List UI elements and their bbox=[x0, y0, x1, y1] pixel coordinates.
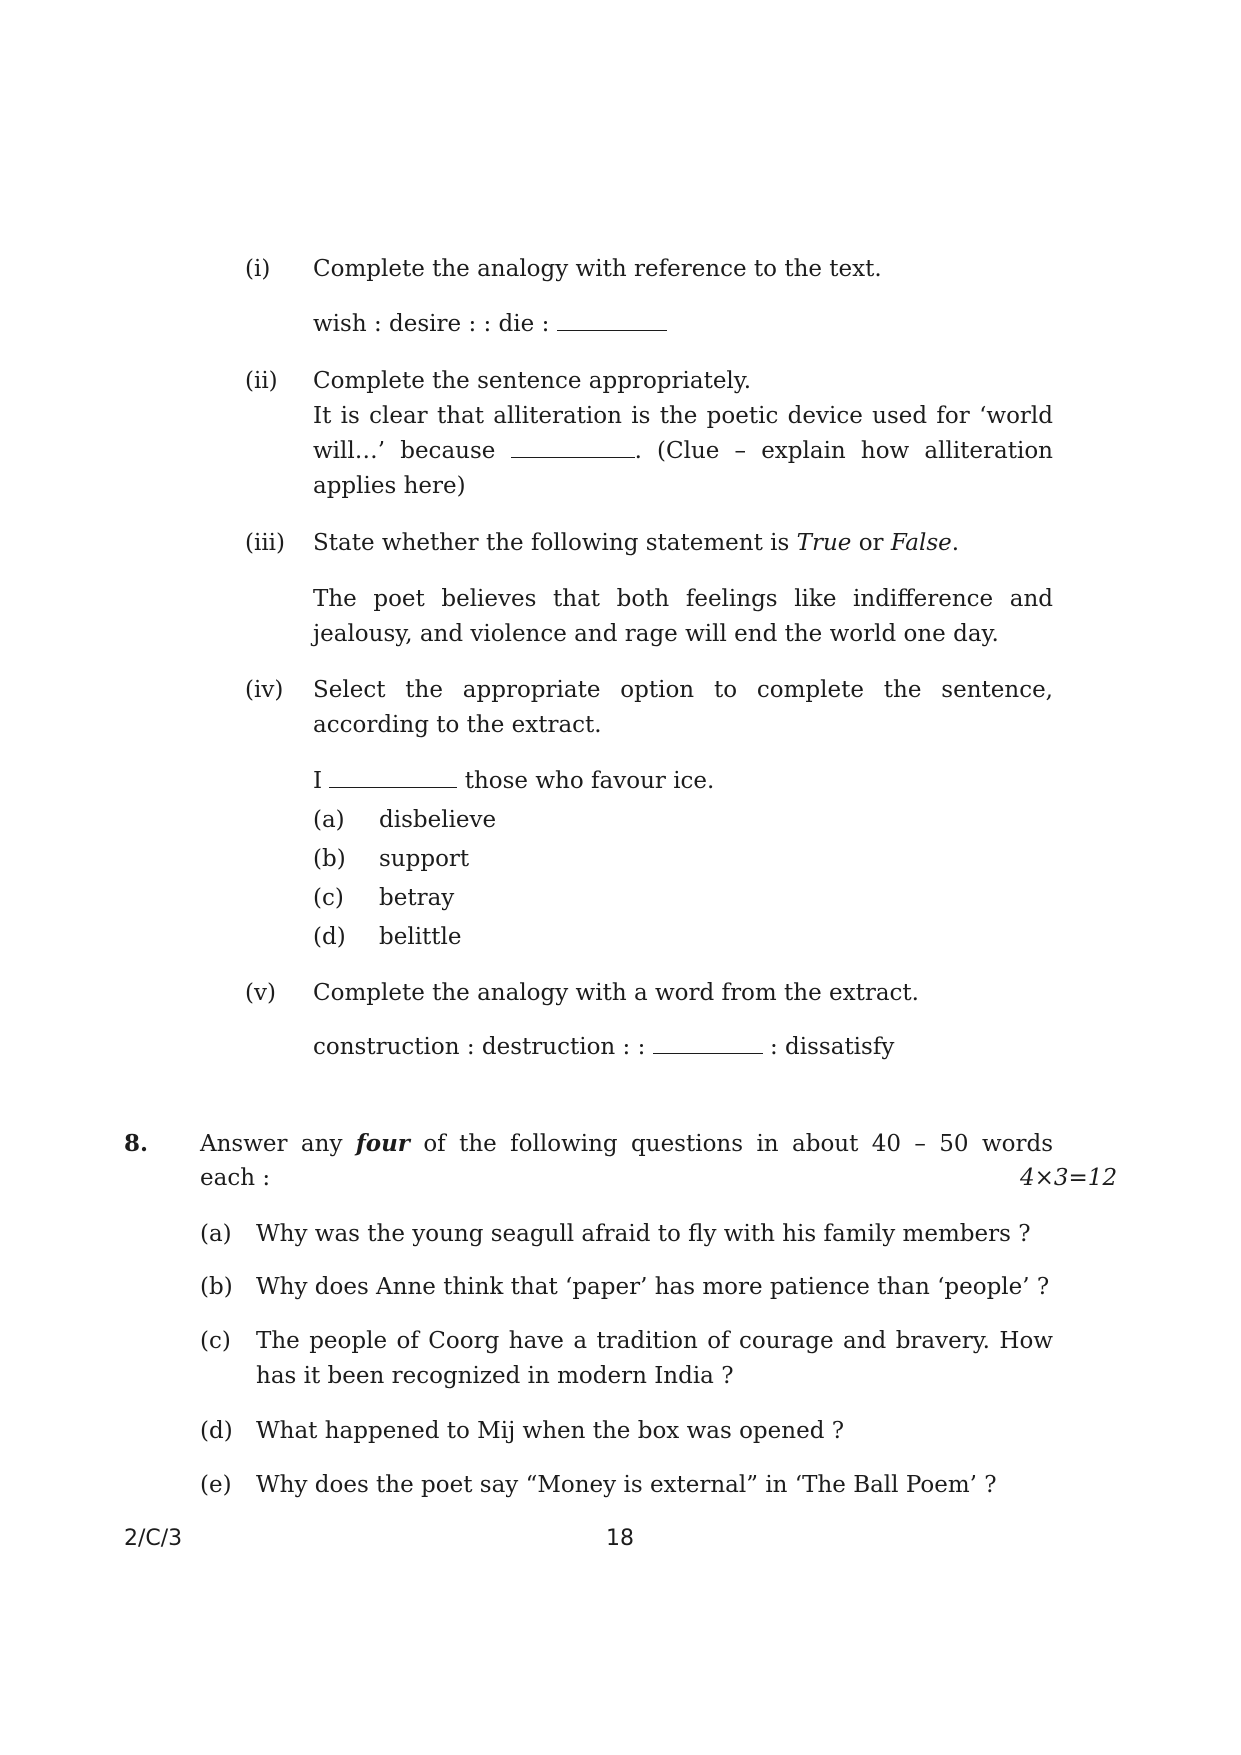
item-v-analogy bbox=[313, 1030, 894, 1065]
marks-allocation: 4×3=12 bbox=[1020, 1165, 1118, 1191]
item-number-iv: (iv) bbox=[245, 677, 284, 703]
item-ii-line4: applies here) bbox=[313, 473, 466, 499]
question-text: What happened to Mij when the box was opened ? bbox=[256, 1418, 845, 1444]
paper-code: 2/C/3 bbox=[124, 1526, 183, 1551]
question-label: (e) bbox=[200, 1472, 232, 1498]
period: . bbox=[951, 530, 960, 556]
item-number-iii: (iii) bbox=[245, 530, 286, 556]
analogy-prefix: wish : desire : : die : bbox=[313, 311, 550, 337]
question-label: (d) bbox=[200, 1418, 233, 1444]
item-ii-line3 bbox=[313, 434, 1053, 469]
answer-blank bbox=[329, 767, 457, 788]
option-label: (a) bbox=[313, 807, 345, 833]
item-number-ii: (ii) bbox=[245, 368, 278, 394]
option-text: belittle bbox=[379, 924, 462, 950]
q8-intro-line1 bbox=[200, 1126, 1053, 1162]
page-number: 18 bbox=[606, 1526, 634, 1551]
line3-part-b: . (Clue – explain how alliteration bbox=[634, 438, 1054, 464]
sentence-end: those who favour ice. bbox=[464, 768, 715, 794]
false-word: False bbox=[890, 530, 952, 556]
q8-intro-line2: each : bbox=[200, 1165, 271, 1191]
sentence-start: I bbox=[313, 768, 323, 794]
answer-blank bbox=[653, 1033, 763, 1054]
item-iv-instruction-line1: Select the appropriate option to complete the sentence, bbox=[313, 677, 1053, 703]
or-word: or bbox=[858, 530, 884, 556]
option-text: betray bbox=[379, 885, 455, 911]
intro-end: of the following questions in about 40 – 50 words bbox=[423, 1131, 1054, 1157]
question-text: The people of Coorg have a tradition of courage and bravery. How bbox=[256, 1328, 1053, 1354]
item-number-v: (v) bbox=[245, 980, 276, 1006]
option-text: disbelieve bbox=[379, 807, 497, 833]
question-text: Why does Anne think that ‘paper’ has more patience than ‘people’ ? bbox=[256, 1274, 1050, 1300]
instruction-text: State whether the following statement is bbox=[313, 530, 790, 556]
question-label: (c) bbox=[200, 1328, 231, 1354]
intro-start: Answer any bbox=[200, 1131, 343, 1157]
line3-part-a: will…’ because bbox=[313, 438, 496, 464]
item-i-instruction: Complete the analogy with reference to the text. bbox=[313, 256, 882, 282]
item-v-instruction: Complete the analogy with a word from the extract. bbox=[313, 980, 919, 1006]
option-label: (d) bbox=[313, 924, 346, 950]
emphasis-four: four bbox=[355, 1130, 410, 1157]
item-number-i: (i) bbox=[245, 256, 271, 282]
analogy-start: construction : destruction : : bbox=[313, 1034, 646, 1060]
question-label: (a) bbox=[200, 1221, 232, 1247]
item-iii-instruction bbox=[313, 526, 959, 561]
item-iii-statement-line2: jealousy, and violence and rage will end the world one day. bbox=[313, 621, 999, 647]
answer-blank bbox=[557, 310, 667, 331]
item-i-analogy bbox=[313, 307, 667, 342]
item-ii-line2: It is clear that alliteration is the poetic device used for ‘world bbox=[313, 403, 1053, 429]
analogy-end: : dissatisfy bbox=[769, 1034, 895, 1060]
item-ii-instruction: Complete the sentence appropriately. bbox=[313, 368, 752, 394]
item-iv-instruction-line2: according to the extract. bbox=[313, 712, 602, 738]
question-label: (b) bbox=[200, 1274, 233, 1300]
question-text: Why was the young seagull afraid to fly with his family members ? bbox=[256, 1221, 1031, 1247]
true-word: True bbox=[796, 530, 852, 556]
option-label: (c) bbox=[313, 885, 344, 911]
question-number: 8. bbox=[124, 1130, 149, 1157]
option-text: support bbox=[379, 846, 470, 872]
question-text: has it been recognized in modern India ? bbox=[256, 1363, 734, 1389]
option-label: (b) bbox=[313, 846, 346, 872]
question-text: Why does the poet say “Money is external” in ‘The Ball Poem’ ? bbox=[256, 1472, 997, 1498]
item-iii-statement-line1: The poet believes that both feelings like indifference and bbox=[313, 586, 1053, 612]
answer-blank bbox=[511, 437, 635, 458]
item-iv-sentence bbox=[313, 764, 714, 799]
